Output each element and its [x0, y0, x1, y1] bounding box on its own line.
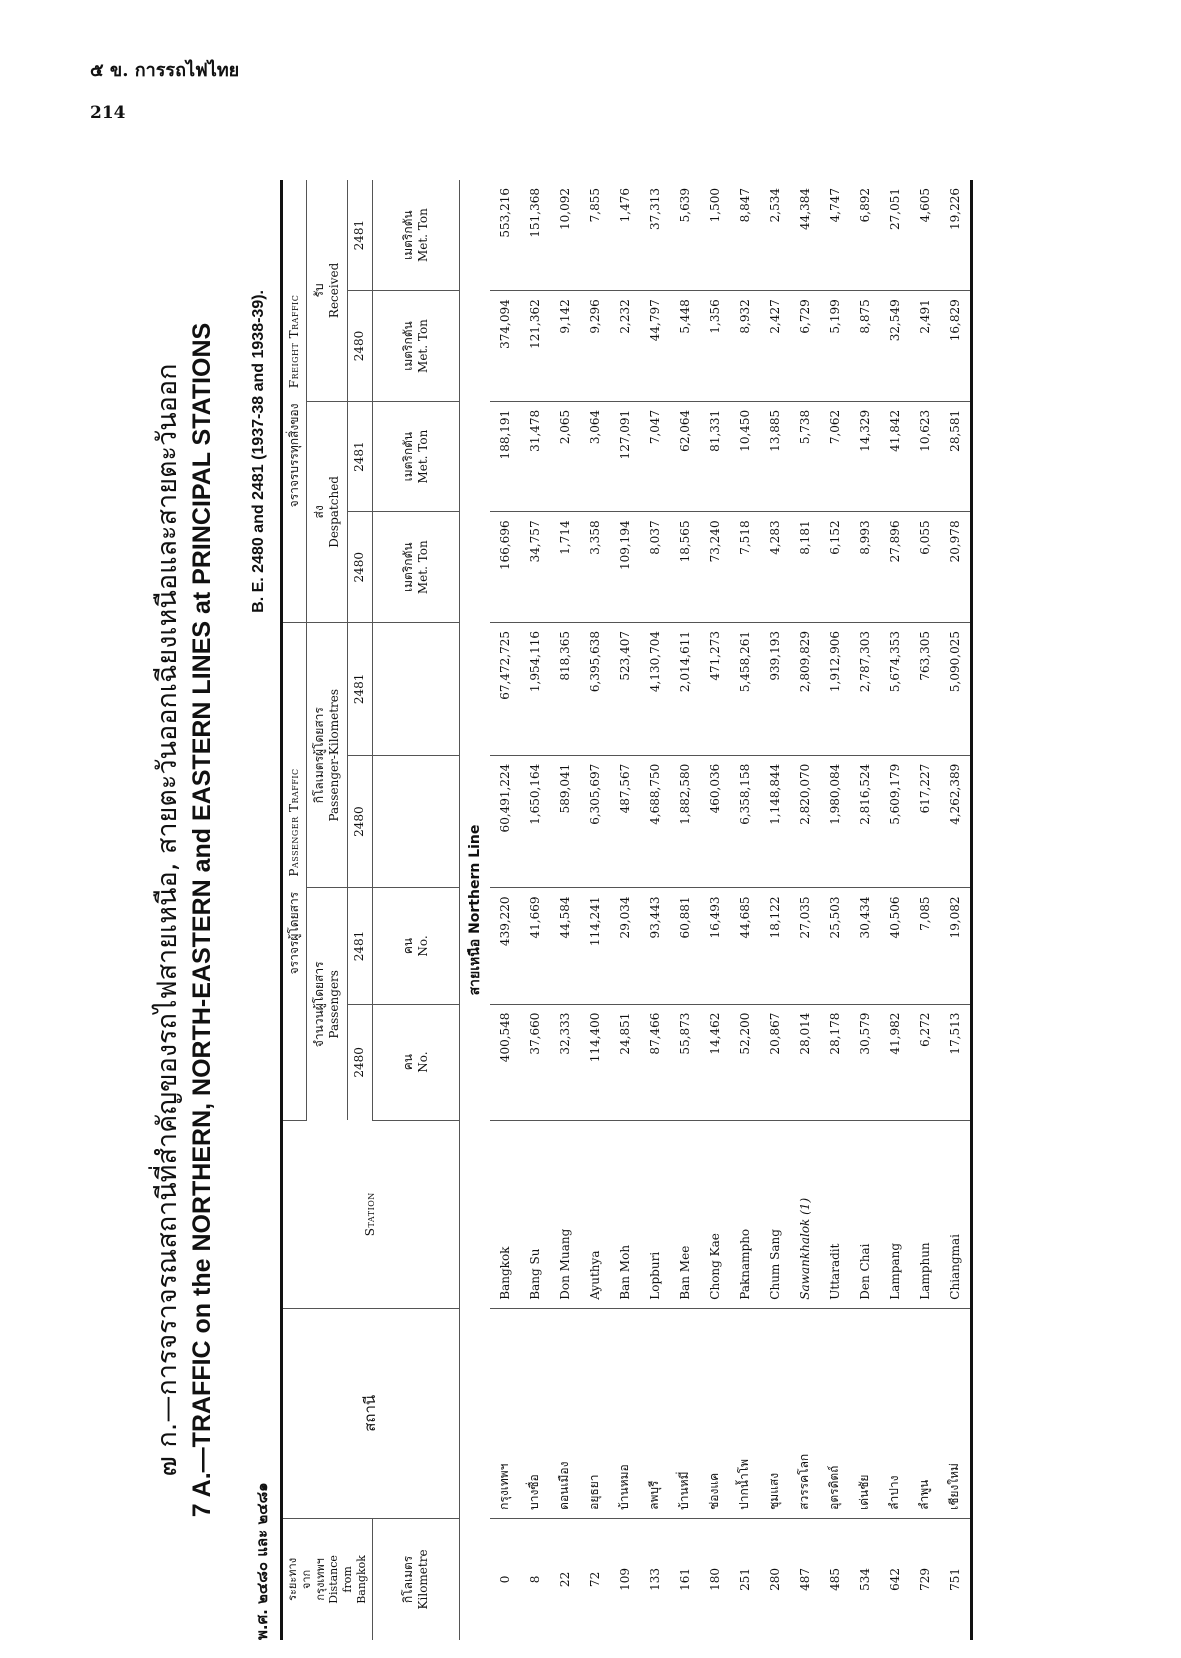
despatched-2481-cell: 13,885 — [760, 401, 790, 512]
station-thai-cell: บ้านหมี่ — [670, 1308, 700, 1518]
distance-cell: 487 — [797, 1567, 812, 1591]
passengers-2481-cell: 27,035 — [790, 888, 820, 1004]
received-header: รับ Received — [307, 180, 348, 401]
passengers-2480-cell: 14,462 — [700, 1004, 730, 1120]
distance-cell: 133 — [647, 1567, 662, 1591]
station-english-cell: Chong Kae — [700, 1120, 730, 1308]
despatched-2481-cell: 10,623 — [910, 401, 940, 512]
received-2480-cell: 16,829 — [940, 291, 972, 402]
despatched-2481-cell: 31,478 — [520, 401, 550, 512]
station-english-cell: Uttaradit — [820, 1120, 850, 1308]
received-2481-cell: 37,313 — [640, 180, 670, 291]
traffic-table — [280, 180, 973, 1640]
distance-cell: 0 — [497, 1575, 512, 1584]
passenger-km-2480-cell: 4,688,750 — [640, 755, 670, 888]
unit-empty — [372, 623, 459, 756]
station-thai-cell: ลำปาง — [880, 1308, 910, 1518]
table-row — [700, 180, 730, 1640]
station-thai-cell: ดอนเมือง — [550, 1308, 580, 1518]
received-2480-cell: 8,932 — [730, 291, 760, 402]
passenger-km-2480-cell: 5,609,179 — [880, 755, 910, 888]
table-row — [820, 180, 850, 1640]
passengers-2481-cell: 40,506 — [880, 888, 910, 1004]
station-thai-cell: ปากน้ำโพ — [730, 1308, 760, 1518]
passenger-km-2481-cell: 523,407 — [610, 623, 640, 756]
received-2481-cell: 8,847 — [730, 180, 760, 291]
passengers-2481-cell: 25,503 — [820, 888, 850, 1004]
unit-ton: เมตริกตัน Met. Ton — [372, 180, 459, 291]
despatched-2481-cell: 81,331 — [700, 401, 730, 512]
despatched-2481-cell: 2,065 — [550, 401, 580, 512]
station-thai-cell: ลำพูน — [910, 1308, 940, 1518]
passengers-2481-cell: 29,034 — [610, 888, 640, 1004]
title-thai: ๗ ก.—การจราจรณสถานีที่สำคัญของรถไฟสายเหนือ, สายตะวันออกเฉียงเหนือและสายตะวันออก — [152, 363, 183, 1477]
despatched-2481-cell: 14,329 — [850, 401, 880, 512]
despatched-2480-cell: 73,240 — [700, 512, 730, 623]
passenger-km-2481-cell: 818,365 — [550, 623, 580, 756]
passengers-2481-cell: 18,122 — [760, 888, 790, 1004]
passenger-km-2481-cell: 5,674,353 — [880, 623, 910, 756]
received-2481-cell: 2,534 — [760, 180, 790, 291]
passenger-km-2481-cell: 1,912,906 — [820, 623, 850, 756]
passenger-km-2481-cell: 4,130,704 — [640, 623, 670, 756]
despatched-2480-cell: 20,978 — [940, 512, 972, 623]
page-header: ๕ ข. การรถไฟไทย — [90, 60, 240, 81]
passengers-2480-cell: 41,982 — [880, 1004, 910, 1120]
despatched-2480-cell: 34,757 — [520, 512, 550, 623]
despatched-2480-cell: 8,037 — [640, 512, 670, 623]
despatched-2480-cell: 4,283 — [760, 512, 790, 623]
station-english-cell: Bangkok — [490, 1120, 520, 1308]
received-2481-cell: 27,051 — [880, 180, 910, 291]
received-2480-cell: 121,362 — [520, 291, 550, 402]
year-header: 2480 — [348, 755, 372, 888]
passenger-km-2480-cell: 6,358,158 — [730, 755, 760, 888]
station-english-cell: Chum Sang — [760, 1120, 790, 1308]
received-2480-cell: 1,356 — [700, 291, 730, 402]
passengers-2481-cell: 114,241 — [580, 888, 610, 1004]
passenger-km-2480-cell: 589,041 — [550, 755, 580, 888]
received-2481-cell: 10,092 — [550, 180, 580, 291]
received-2481-cell: 151,368 — [520, 180, 550, 291]
unit-ton: เมตริกตัน Met. Ton — [372, 401, 459, 512]
unit-ton: เมตริกตัน Met. Ton — [372, 512, 459, 623]
received-2481-cell: 1,500 — [700, 180, 730, 291]
passengers-2481-cell: 7,085 — [910, 888, 940, 1004]
passenger-km-2480-cell: 487,567 — [610, 755, 640, 888]
unit-no: คน No. — [372, 1004, 459, 1120]
subtitle-thai: พ.ศ. ๒๔๘๐ และ ๒๔๘๑ — [253, 1482, 271, 1640]
table-row — [940, 180, 972, 1640]
station-thai-cell: กรุงเทพฯ — [490, 1308, 520, 1518]
passenger-km-2481-cell: 67,472,725 — [490, 623, 520, 756]
despatched-2481-cell: 188,191 — [490, 401, 520, 512]
received-2480-cell: 8,875 — [850, 291, 880, 402]
received-2480-cell: 2,232 — [610, 291, 640, 402]
received-2480-cell: 5,199 — [820, 291, 850, 402]
num-passengers-header: จำนวนผู้โดยสาร Passengers — [307, 888, 348, 1120]
passenger-km-2480-cell: 1,650,164 — [520, 755, 550, 888]
despatched-2480-cell: 109,194 — [610, 512, 640, 623]
station-thai-cell: ชุมแสง — [760, 1308, 790, 1518]
received-2481-cell: 1,476 — [610, 180, 640, 291]
passenger-km-2481-cell: 2,809,829 — [790, 623, 820, 756]
despatched-2480-cell: 18,565 — [670, 512, 700, 623]
passengers-2481-cell: 19,082 — [940, 888, 972, 1004]
distance-cell: 280 — [767, 1567, 782, 1591]
year-header: 2481 — [348, 888, 372, 1004]
station-thai-cell: อยุธยา — [580, 1308, 610, 1518]
passenger-km-2481-cell: 763,305 — [910, 623, 940, 756]
passengers-2481-cell: 16,493 — [700, 888, 730, 1004]
despatched-2480-cell: 1,714 — [550, 512, 580, 623]
received-2480-cell: 32,549 — [880, 291, 910, 402]
received-2481-cell: 7,855 — [580, 180, 610, 291]
passenger-km-2480-cell: 2,816,524 — [850, 755, 880, 888]
year-header: 2481 — [348, 180, 372, 291]
distance-cell: 72 — [587, 1571, 602, 1588]
passengers-2480-cell: 114,400 — [580, 1004, 610, 1120]
station-english-cell: Bang Su — [520, 1120, 550, 1308]
distance-cell: 534 — [857, 1567, 872, 1591]
passenger-km-2480-cell: 2,820,070 — [790, 755, 820, 888]
despatched-2480-cell: 166,696 — [490, 512, 520, 623]
distance-cell: 751 — [947, 1567, 962, 1591]
station-english-cell: Ban Mee — [670, 1120, 700, 1308]
station-thai-cell: เด่นชัย — [850, 1308, 880, 1518]
station-thai-cell: เชียงใหม่ — [940, 1308, 972, 1518]
station-english-cell: Sawankhalok (1) — [790, 1120, 820, 1308]
passenger-km-2481-cell: 2,014,611 — [670, 623, 700, 756]
passenger-km-2481-cell: 939,193 — [760, 623, 790, 756]
despatched-2481-cell: 3,064 — [580, 401, 610, 512]
table-row — [760, 180, 790, 1640]
passengers-2480-cell: 28,014 — [790, 1004, 820, 1120]
passengers-2481-cell: 93,443 — [640, 888, 670, 1004]
table-row — [910, 180, 940, 1640]
despatched-2480-cell: 6,055 — [910, 512, 940, 623]
despatched-2481-cell: 28,581 — [940, 401, 972, 512]
unit-kilometre: กิโลเมตร Kilometre — [372, 1518, 459, 1640]
title-english: 7 A.—TRAFFIC on the NORTHERN, NORTH-EASTERN and EASTERN LINES at PRINCIPAL STATIONS — [188, 322, 216, 1518]
received-2480-cell: 9,296 — [580, 291, 610, 402]
received-2481-cell: 19,226 — [940, 180, 972, 291]
passengers-2481-cell: 60,881 — [670, 888, 700, 1004]
passenger-km-2481-cell: 5,090,025 — [940, 623, 972, 756]
despatched-2480-cell: 8,993 — [850, 512, 880, 623]
passengers-2480-cell: 52,200 — [730, 1004, 760, 1120]
distance-cell: 109 — [617, 1567, 632, 1591]
station-english-cell: Lamphun — [910, 1120, 940, 1308]
table-row — [580, 180, 610, 1640]
station-thai-cell: บางซื่อ — [520, 1308, 550, 1518]
despatched-header: ส่ง Despatched — [307, 401, 348, 622]
received-2481-cell: 4,747 — [820, 180, 850, 291]
passengers-2480-cell: 32,333 — [550, 1004, 580, 1120]
year-header: 2480 — [348, 512, 372, 623]
received-2480-cell: 2,427 — [760, 291, 790, 402]
station-english-cell: Lampang — [880, 1120, 910, 1308]
received-2480-cell: 44,797 — [640, 291, 670, 402]
passenger-km-2481-cell: 471,273 — [700, 623, 730, 756]
year-header: 2481 — [348, 623, 372, 756]
passengers-2480-cell: 17,513 — [940, 1004, 972, 1120]
received-2481-cell: 553,216 — [490, 180, 520, 291]
table-row — [670, 180, 700, 1640]
passenger-km-2481-cell: 6,395,638 — [580, 623, 610, 756]
received-2481-cell: 4,605 — [910, 180, 940, 291]
passenger-km-2480-cell: 4,262,389 — [940, 755, 972, 888]
passenger-km-2480-cell: 1,148,844 — [760, 755, 790, 888]
station-thai-cell: อุตรดิตถ์ — [820, 1308, 850, 1518]
despatched-2481-cell: 127,091 — [610, 401, 640, 512]
unit-ton: เมตริกตัน Met. Ton — [372, 291, 459, 402]
year-header: 2481 — [348, 401, 372, 512]
received-2481-cell: 44,384 — [790, 180, 820, 291]
table-row — [520, 180, 550, 1640]
passenger-km-2481-cell: 1,954,116 — [520, 623, 550, 756]
station-thai-header: สถานี — [282, 1308, 460, 1518]
distance-cell: 22 — [557, 1571, 572, 1588]
table-row — [880, 180, 910, 1640]
despatched-2481-cell: 5,738 — [790, 401, 820, 512]
distance-cell: 180 — [707, 1567, 722, 1591]
despatched-2481-cell: 62,064 — [670, 401, 700, 512]
distance-header: ระยะทาง จาก กรุงเทพฯ Distance from Bangkok — [282, 1518, 373, 1640]
station-english-cell: Den Chai — [850, 1120, 880, 1308]
station-thai-cell: สวรรคโลก — [790, 1308, 820, 1518]
distance-cell: 8 — [527, 1575, 542, 1584]
passenger-km-2480-cell: 60,491,224 — [490, 755, 520, 888]
unit-no: คน No. — [372, 888, 459, 1004]
table-row — [490, 180, 520, 1640]
table-row — [790, 180, 820, 1640]
passengers-2481-cell: 44,584 — [550, 888, 580, 1004]
section-row — [459, 180, 490, 1640]
station-english-header: Station — [282, 1120, 460, 1308]
despatched-2481-cell: 7,047 — [640, 401, 670, 512]
station-english-cell: Don Muang — [550, 1120, 580, 1308]
passengers-2480-cell: 30,579 — [850, 1004, 880, 1120]
passengers-2480-cell: 20,867 — [760, 1004, 790, 1120]
passenger-km-2480-cell: 6,305,697 — [580, 755, 610, 888]
received-2480-cell: 9,142 — [550, 291, 580, 402]
year-header: 2480 — [348, 1004, 372, 1120]
page-number: 214 — [90, 103, 126, 123]
table-row — [730, 180, 760, 1640]
despatched-2480-cell: 3,358 — [580, 512, 610, 623]
passenger-km-2481-cell: 5,458,261 — [730, 623, 760, 756]
station-thai-cell: ลพบุรี — [640, 1308, 670, 1518]
passengers-2480-cell: 87,466 — [640, 1004, 670, 1120]
despatched-2481-cell: 7,062 — [820, 401, 850, 512]
passengers-2480-cell: 6,272 — [910, 1004, 940, 1120]
passenger-km-2480-cell: 1,882,580 — [670, 755, 700, 888]
received-2480-cell: 2,491 — [910, 291, 940, 402]
station-english-cell: Paknampho — [730, 1120, 760, 1308]
despatched-2480-cell: 27,896 — [880, 512, 910, 623]
despatched-2481-cell: 10,450 — [730, 401, 760, 512]
passengers-2480-cell: 55,873 — [670, 1004, 700, 1120]
distance-cell: 729 — [917, 1567, 932, 1591]
table-row — [610, 180, 640, 1640]
table-row — [850, 180, 880, 1640]
distance-cell: 161 — [677, 1567, 692, 1591]
passenger-traffic-header: จราจรผู้โดยสาร Passenger Traffic — [282, 623, 307, 1121]
unit-empty — [372, 755, 459, 888]
passengers-2481-cell: 41,669 — [520, 888, 550, 1004]
passengers-2480-cell: 400,548 — [490, 1004, 520, 1120]
passengers-2480-cell: 28,178 — [820, 1004, 850, 1120]
received-2480-cell: 374,094 — [490, 291, 520, 402]
passenger-km-header: กิโลเมตรผู้โดยสาร Passenger-Kilometres — [307, 623, 348, 888]
station-thai-cell: ช่องแค — [700, 1308, 730, 1518]
passengers-2480-cell: 37,660 — [520, 1004, 550, 1120]
passenger-km-2480-cell: 460,036 — [700, 755, 730, 888]
station-english-cell: Lopburi — [640, 1120, 670, 1308]
passenger-km-2480-cell: 617,227 — [910, 755, 940, 888]
section-label: สายเหนือ Northern Line — [466, 824, 483, 996]
passengers-2481-cell: 44,685 — [730, 888, 760, 1004]
station-english-cell: Chiangmai — [940, 1120, 972, 1308]
passengers-2480-cell: 24,851 — [610, 1004, 640, 1120]
received-2480-cell: 6,729 — [790, 291, 820, 402]
passenger-km-2480-cell: 1,980,084 — [820, 755, 850, 888]
table-row — [640, 180, 670, 1640]
station-thai-cell: บ้านหมอ — [610, 1308, 640, 1518]
despatched-2481-cell: 41,842 — [880, 401, 910, 512]
station-english-cell: Ayuthya — [580, 1120, 610, 1308]
despatched-2480-cell: 7,518 — [730, 512, 760, 623]
rotated-table-page — [130, 190, 1130, 1640]
despatched-2480-cell: 8,181 — [790, 512, 820, 623]
despatched-2480-cell: 6,152 — [820, 512, 850, 623]
freight-traffic-header: จราจรบรรทุกสิ่งของ Freight Traffic — [282, 180, 307, 623]
year-header: 2480 — [348, 291, 372, 402]
passengers-2481-cell: 30,434 — [850, 888, 880, 1004]
station-english-cell: Ban Moh — [610, 1120, 640, 1308]
distance-cell: 251 — [737, 1567, 752, 1591]
received-2480-cell: 5,448 — [670, 291, 700, 402]
distance-cell: 485 — [827, 1567, 842, 1591]
distance-cell: 642 — [887, 1567, 902, 1591]
passenger-km-2481-cell: 2,787,303 — [850, 623, 880, 756]
passengers-2481-cell: 439,220 — [490, 888, 520, 1004]
received-2481-cell: 6,892 — [850, 180, 880, 291]
table-row — [550, 180, 580, 1640]
subtitle-english: B. E. 2480 and 2481 (1937-38 and 1938-39). — [250, 290, 267, 613]
received-2481-cell: 5,639 — [670, 180, 700, 291]
